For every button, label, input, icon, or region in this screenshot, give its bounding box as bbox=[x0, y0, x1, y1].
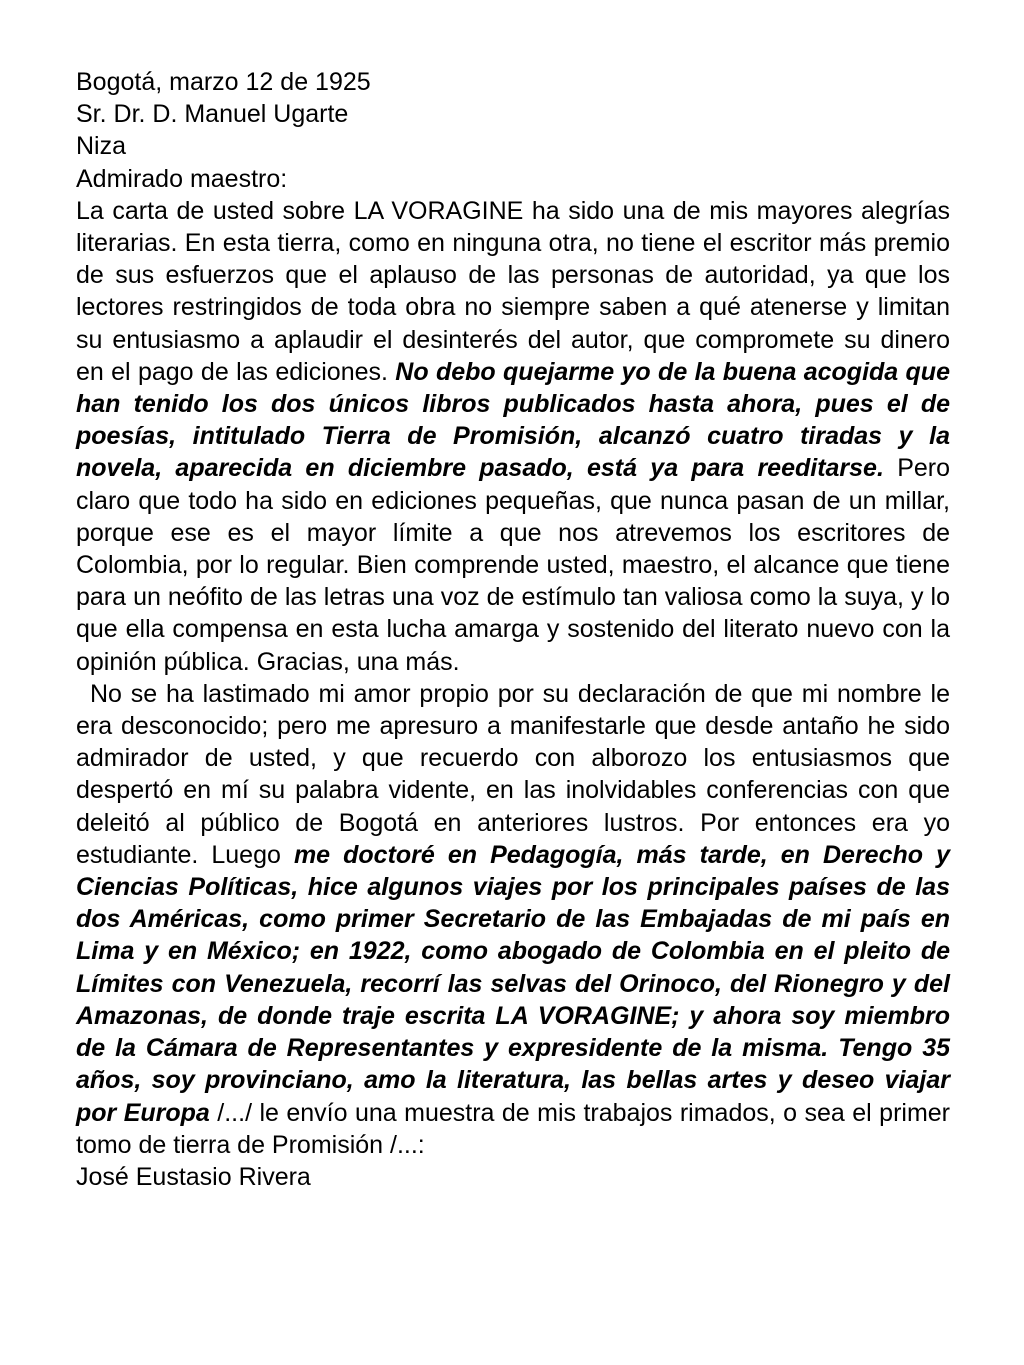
paragraph-2-text-continued: /.../ le envío una muestra de mis trabajos rimados, o sea el primer tomo de tierra de Promisión /...: bbox=[76, 1098, 950, 1159]
letter-recipient: Sr. Dr. D. Manuel Ugarte bbox=[76, 100, 349, 129]
paragraph-1-text: La carta de usted sobre LA VORAGINE ha sido una de mis mayores alegrías literarias. En esta tierra, como en ninguna otra, no tiene el escritor más premio de sus esfuerzos que el aplauso de las personas de autoridad, ya que los lectores restringidos de toda obra no siempre saben a qué atenerse y limitan su entusiasmo a aplaudir el desinterés del autor, que compromete su dinero en el pago de las ediciones. bbox=[76, 196, 950, 386]
letter-body bbox=[76, 66, 950, 1193]
letter-signature: José Eustasio Rivera bbox=[76, 1162, 311, 1191]
paragraph-1-emphasis: No debo quejarme yo de la buena acogida que han tenido los dos únicos libros publicados hasta ahora, pues el de poesías, intitulado Tierra de Promisión, alcanzó cuatro tiradas y la novela, aparecida en diciembre pasado, está ya para reeditarse. bbox=[76, 357, 950, 483]
letter-salutation: Admirado maestro: bbox=[76, 164, 288, 193]
letter-paragraph-1 bbox=[76, 195, 950, 678]
letter-date: Bogotá, marzo 12 de 1925 bbox=[76, 68, 371, 96]
paragraph-2-text: No se ha lastimado mi amor propio por su declaración de que mi nombre le era desconocido; pero me apresuro a manifestarle que desde antaño he sido admirador de usted, y que recuerdo con alborozo los entusiasmos que despertó en mí su palabra vidente, en las inolvidables conferencias con que deleitó al público de Bogotá en anteriores lustros. Por entonces era yo estudiante. Luego bbox=[76, 679, 950, 869]
letter-paragraph-2 bbox=[76, 678, 950, 1161]
paragraph-1-text-continued: Pero claro que todo ha sido en ediciones pequeñas, que nunca pasan de un millar, porque ese es el mayor límite a que nos atrevemos los escritores de Colombia, por lo regular. Bien comprende usted, maestro, el alcance que tiene para un neófito de las letras una voz de estímulo tan valiosa como la suya, y lo que ella compensa en esta lucha amarga y sostenido del literato nuevo con la opinión pública. Gracias, una más. bbox=[76, 454, 950, 676]
letter-place: Niza bbox=[76, 132, 127, 161]
paragraph-2-emphasis: me doctoré en Pedagogía, más tarde, en Derecho y Ciencias Políticas, hice algunos viajes por los principales países de las dos Américas, como primer Secretario de las Embajadas de mi país en Lima y en México; en 1922, como abogado de Colombia en el pleito de Límites con Venezuela, recorrí las selvas del Orinoco, del Rionegro y del Amazonas, de donde traje escrita LA VORAGINE; y ahora soy miembro de la Cámara de Representantes y expresidente de la misma. Tengo 35 años, soy provinciano, amo la literatura, las bellas artes y deseo viajar por Europa bbox=[76, 840, 950, 1127]
